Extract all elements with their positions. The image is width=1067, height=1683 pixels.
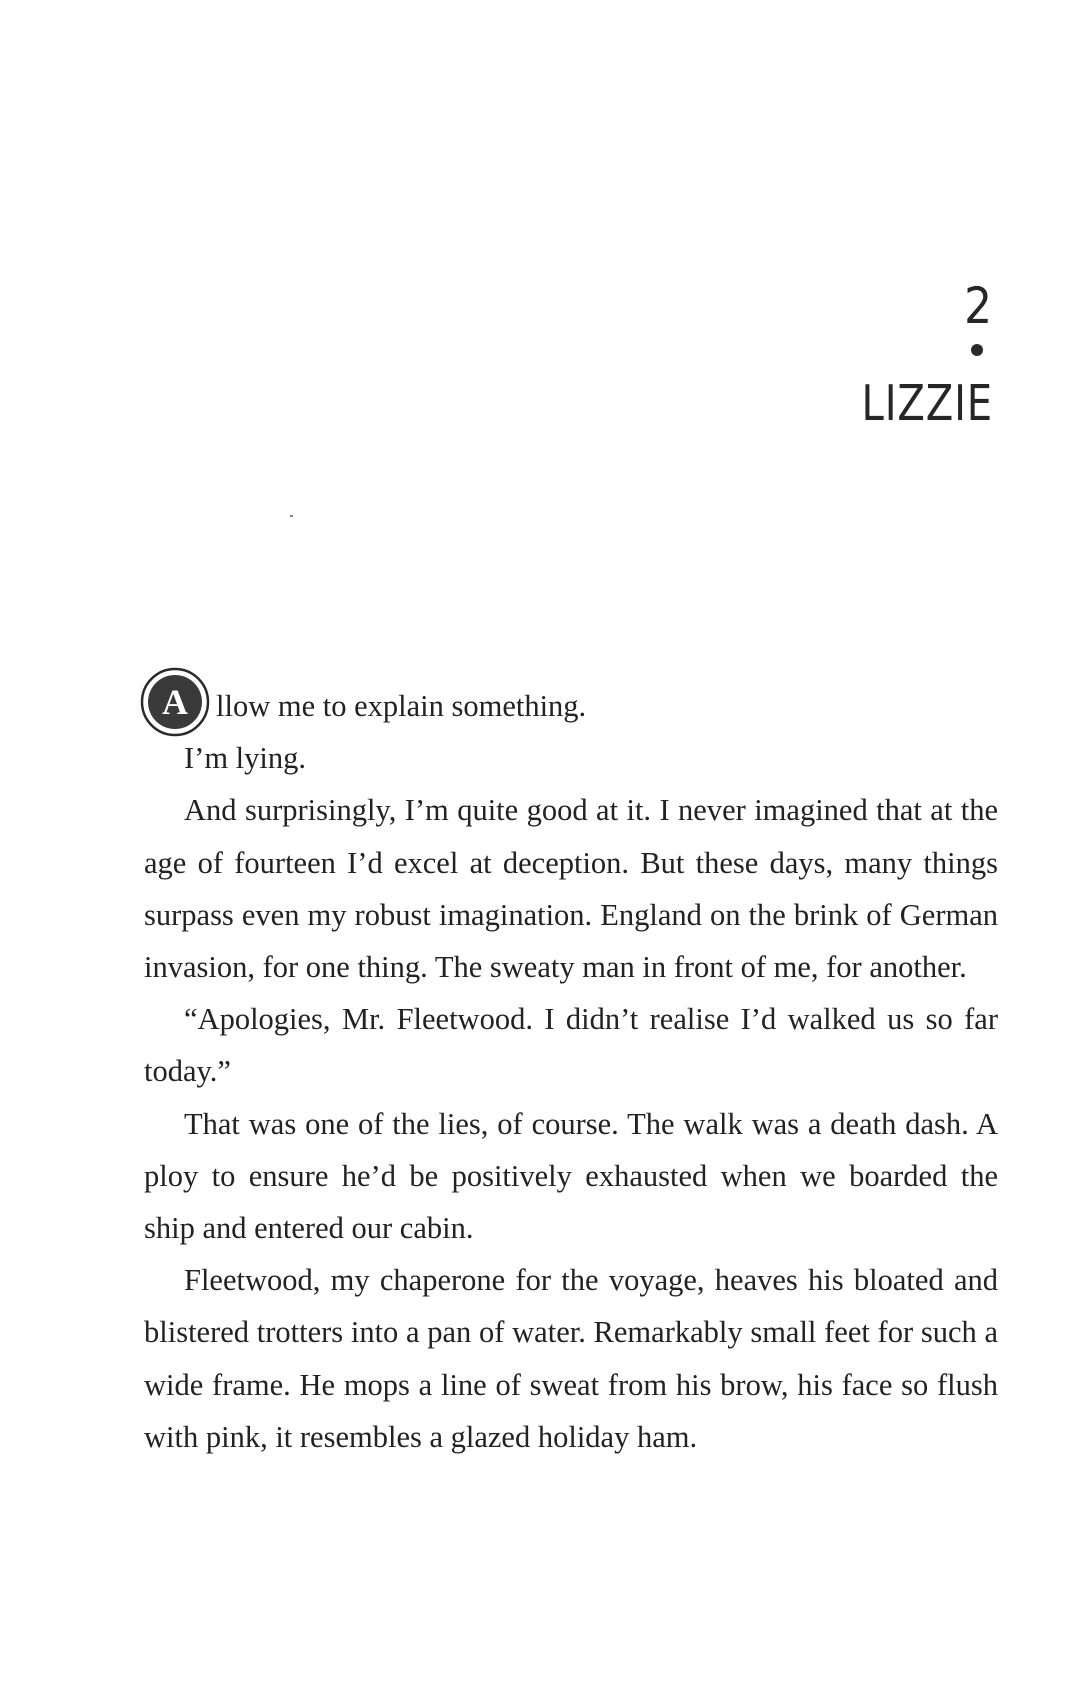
- chapter-number: 2: [964, 277, 993, 335]
- paragraph: [144, 680, 998, 732]
- print-speck: [290, 515, 293, 517]
- paragraph: That was one of the lies, of course. The walk was a death dash. A ploy to ensure he’d be positively exhausted when we boarded the ship and entered our cabin.: [144, 1106, 998, 1246]
- dropcap-letter: A: [162, 682, 188, 722]
- paragraph: I’m lying.: [184, 741, 306, 776]
- chapter-heading: [593, 278, 993, 432]
- paragraph: Fleetwood, my chaperone for the voyage, heaves his bloated and blistered trotters into a pan of water. Remarkably small feet for such a wide frame. He mops a line of sweat from his brow, his face so flush with pink, it resembles a glazed holiday ham.: [144, 1263, 998, 1454]
- chapter-title: LIZZIE: [861, 375, 993, 432]
- paragraph: “Apologies, Mr. Fleetwood. I didn’t realise I’d walked us so far today.”: [144, 1002, 998, 1089]
- chapter-body: [144, 680, 998, 1463]
- paragraph: And surprisingly, I’m quite good at it. I never imagined that at the age of fourteen I’d excel at deception. But these days, many things surpass even my robust imagination. England on the brink of German invasion, for one thing. The sweaty man in front of me, for another.: [144, 793, 998, 985]
- paragraph-text: llow me to explain something.: [216, 689, 587, 723]
- dropcap-badge-icon: [140, 667, 210, 737]
- chapter-ornament-dot: [971, 344, 983, 356]
